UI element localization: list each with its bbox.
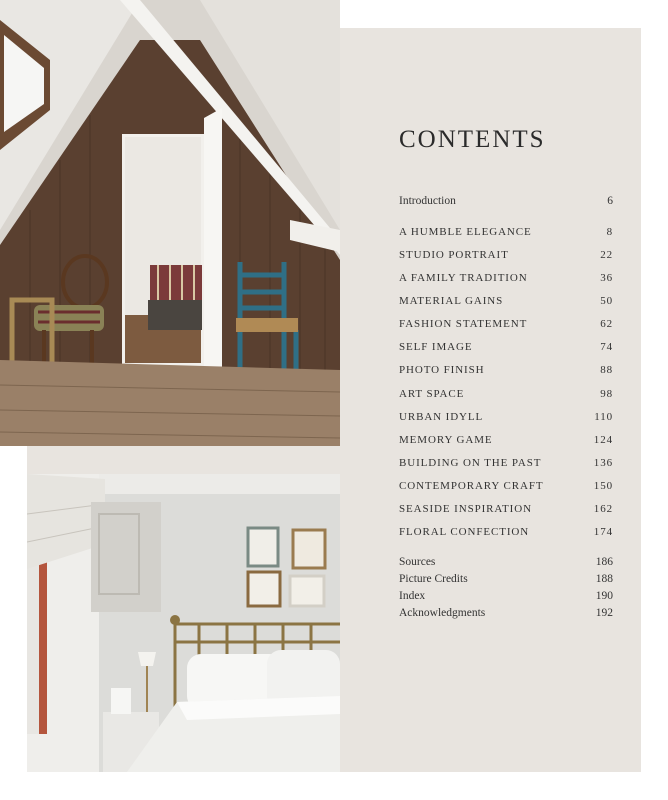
toc-entry-page: 62 (600, 318, 613, 330)
toc-entry-label: URBAN IDYLL (399, 411, 484, 423)
toc-entry-label: A FAMILY TRADITION (399, 272, 528, 284)
bedroom-photo (27, 474, 340, 772)
toc-entry-label: SEASIDE INSPIRATION (399, 503, 532, 515)
toc-entry-page: 188 (595, 573, 613, 585)
toc-chapter[interactable] (399, 526, 613, 538)
toc-entry-label: MATERIAL GAINS (399, 295, 504, 307)
toc-chapter[interactable] (399, 341, 613, 353)
toc-chapter[interactable] (399, 272, 613, 284)
toc-entry-page: 150 (593, 480, 613, 492)
toc-chapter[interactable] (399, 434, 613, 446)
toc-chapter[interactable] (399, 295, 613, 307)
toc-chapter[interactable] (399, 226, 613, 238)
toc-chapter[interactable] (399, 457, 613, 469)
toc-entry-label: A HUMBLE ELEGANCE (399, 226, 532, 238)
toc-entry-picture-credits[interactable] (399, 573, 613, 585)
attic-room-photo (0, 0, 340, 446)
toc-entry-label: BUILDING ON THE PAST (399, 457, 542, 469)
toc-entry-page: 36 (600, 272, 613, 284)
toc-chapter[interactable] (399, 480, 613, 492)
contents-title: CONTENTS (399, 126, 546, 153)
toc-chapter[interactable] (399, 411, 613, 423)
toc-entry-label: FASHION STATEMENT (399, 318, 528, 330)
toc-entry-page: 98 (600, 388, 613, 400)
toc-entry-page: 74 (600, 341, 613, 353)
toc-entry-page: 162 (593, 503, 613, 515)
toc-entry-label: PHOTO FINISH (399, 364, 485, 376)
toc-entry-page: 6 (607, 195, 613, 207)
toc-entry-page: 88 (600, 364, 613, 376)
toc-entry-page: 124 (593, 434, 613, 446)
toc-entry-page: 110 (594, 411, 613, 423)
toc-entry-index[interactable] (399, 590, 613, 602)
toc-entry-label: Sources (399, 556, 436, 568)
toc-entry-page: 22 (600, 249, 613, 261)
toc-chapter[interactable] (399, 388, 613, 400)
toc-entry-label: MEMORY GAME (399, 434, 493, 446)
toc-entry-page: 50 (600, 295, 613, 307)
toc-entry-introduction[interactable] (399, 195, 613, 207)
toc-entry-label: Introduction (399, 195, 456, 207)
toc-entry-page: 190 (595, 590, 613, 602)
toc-entry-page: 136 (593, 457, 613, 469)
toc-chapter[interactable] (399, 318, 613, 330)
toc-entry-label: ART SPACE (399, 388, 465, 400)
toc-entry-page: 174 (593, 526, 613, 538)
toc-entry-label: Acknowledgments (399, 607, 486, 619)
toc-entry-label: FLORAL CONFECTION (399, 526, 530, 538)
toc-entry-page: 186 (595, 556, 613, 568)
toc-entry-acknowledgments[interactable] (399, 607, 613, 619)
toc-entry-label: CONTEMPORARY CRAFT (399, 480, 544, 492)
toc-entry-page: 8 (606, 226, 613, 238)
toc-entry-label: SELF IMAGE (399, 341, 473, 353)
toc-entry-label: STUDIO PORTRAIT (399, 249, 509, 261)
toc-entry-label: Index (399, 590, 426, 602)
toc-entry-sources[interactable] (399, 556, 613, 568)
toc-chapter[interactable] (399, 364, 613, 376)
toc-entry-label: Picture Credits (399, 573, 468, 585)
toc-chapter[interactable] (399, 503, 613, 515)
toc-entry-page: 192 (595, 607, 613, 619)
toc-chapter[interactable] (399, 249, 613, 261)
